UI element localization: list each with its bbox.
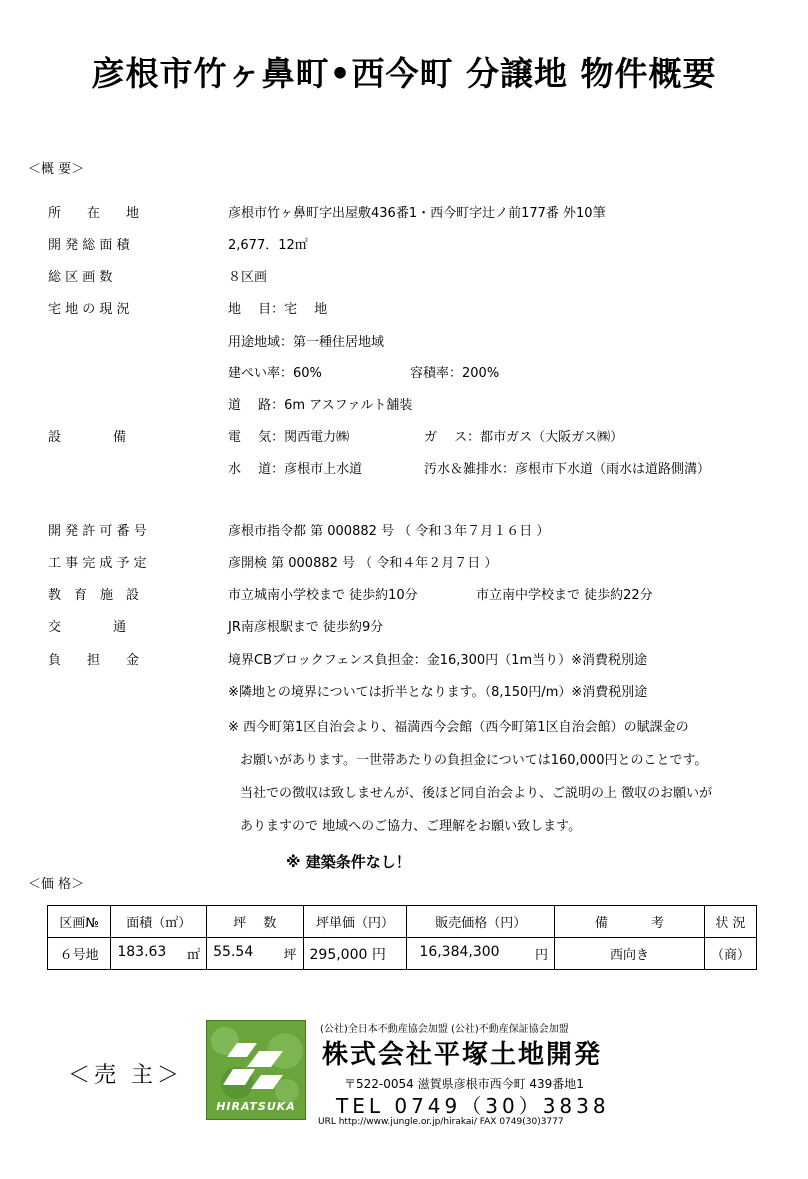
value-sewage: 汚水＆雑排水：彦根市下水道（雨水は道路側溝） [424, 462, 711, 477]
notice-line: 当社での徴収は致しませんが、後ほど同自治会より、ご説明の上 徴収のお願いが [240, 786, 713, 801]
notice-line: お願いがあります。一世帯あたりの負担金については160,000円とのことです。 [240, 753, 708, 768]
col-area: 面積（㎡） [111, 906, 207, 938]
label-completion: 工 事 完 成 予 定 [48, 556, 147, 571]
price-unit: 円 [534, 948, 548, 963]
cell-unit-price: 295,000 円 [303, 938, 407, 970]
table-row [48, 938, 757, 970]
col-tsubo: 坪 数 [207, 906, 303, 938]
area-value: 183.63 [117, 944, 167, 960]
notice-line: ※ 西今町第1区自治会より、福満西今会館（西今町第1区自治会館）の賦課金の [228, 720, 689, 735]
col-note: 備 考 [554, 906, 704, 938]
value-road: 道 路：6m アスファルト舗装 [228, 398, 413, 413]
page-title: 彦根市竹ヶ鼻町•西今町 分譲地 物件概要 [91, 54, 717, 93]
label-charges: 負 担 金 [48, 653, 140, 668]
company-affiliation: (公社)全日本不動産協会加盟 (公社)不動産保証協会加盟 [320, 1024, 569, 1035]
value-location: 彦根市竹ヶ鼻町字出屋敷436番1・西今町字辻ノ前177番 外10筆 [228, 206, 606, 221]
value-transport: JR南彦根駅まで 徒歩約9分 [228, 620, 384, 635]
company-url: URL http://www.jungle.or.jp/hirakai/ FAX 0749(30)3777 [318, 1117, 564, 1127]
cell-note: 西向き [554, 938, 704, 970]
no-building-condition: ※ 建築条件なし！ [286, 853, 411, 871]
label-permit-number: 開 発 許 可 番 号 [48, 524, 147, 539]
value-dev-area: 2,677．12㎡ [228, 238, 308, 253]
value-fence-charge: 境界CBブロックフェンス負担金：金16,300円（1m当り）※消費税別途 [228, 653, 648, 668]
value-floor-area-ratio: 容積率：200% [410, 366, 500, 381]
company-logo [206, 1020, 306, 1120]
cell-status: （商） [704, 938, 756, 970]
cell-price [407, 938, 555, 970]
col-unit-price: 坪単価（円） [303, 906, 407, 938]
label-transport: 交 通 [48, 620, 127, 635]
company-address: 〒522-0054 滋賀県彦根市西今町 439番地1 [344, 1077, 584, 1091]
value-completion: 彦開検 第 000882 号 （ 令和４年２月７日 ） [228, 556, 498, 571]
value-coverage-ratio: 建ぺい率：60% [228, 366, 322, 381]
label-location: 所 在 地 [48, 206, 140, 221]
seller-label: ＜売 主＞ [68, 1063, 183, 1088]
tsubo-value: 55.54 [213, 944, 254, 960]
value-zoning: 用途地域：第一種住居地域 [228, 335, 385, 350]
overview-header: ＜概 要＞ [28, 162, 85, 177]
cell-tsubo [207, 938, 303, 970]
cell-lot: ６号地 [48, 938, 111, 970]
company-tel: TEL 0749（30）3838 [336, 1094, 610, 1118]
price-table-header [48, 906, 757, 938]
notice-line: ありますので 地域へのご協力、ご理解をお願い致します。 [240, 819, 582, 834]
label-dev-area: 開 発 総 面 積 [48, 238, 130, 253]
label-land-status: 宅 地 の 現 況 [48, 302, 130, 317]
value-land-category: 地 目：宅 地 [228, 302, 328, 317]
logo-text: HIRATSUKA [216, 1100, 296, 1113]
company-name: 株式会社平塚土地開発 [322, 1040, 603, 1070]
label-lot-count: 総 区 画 数 [48, 270, 113, 285]
col-status: 状 況 [704, 906, 756, 938]
value-electricity: 電 気：関西電力㈱ [228, 430, 350, 445]
label-education: 教 育 施 設 [48, 588, 140, 603]
value-lot-count: ８区画 [228, 270, 268, 285]
area-unit: ㎡ [187, 948, 201, 963]
tsubo-unit: 坪 [283, 948, 297, 963]
col-lot: 区画№ [48, 906, 111, 938]
value-water: 水 道：彦根市上水道 [228, 462, 363, 477]
price-table [47, 905, 757, 970]
value-junior-high: 市立南中学校まで 徒歩約22分 [476, 588, 653, 603]
cell-area [111, 938, 207, 970]
label-facilities: 設 備 [48, 430, 127, 445]
col-price: 販売価格（円） [407, 906, 555, 938]
value-elementary: 市立城南小学校まで 徒歩約10分 [228, 588, 418, 603]
price-header: ＜価 格＞ [28, 877, 85, 892]
value-permit-number: 彦根市指令都 第 000882 号 （ 令和３年７月１６日 ） [228, 524, 550, 539]
value-gas: ガ ス：都市ガス（大阪ガス㈱） [424, 430, 624, 445]
value-boundary-note: ※隣地との境界については折半となります。（8,150円/m）※消費税別途 [228, 685, 648, 700]
price-value: 16,384,300 [419, 944, 500, 960]
